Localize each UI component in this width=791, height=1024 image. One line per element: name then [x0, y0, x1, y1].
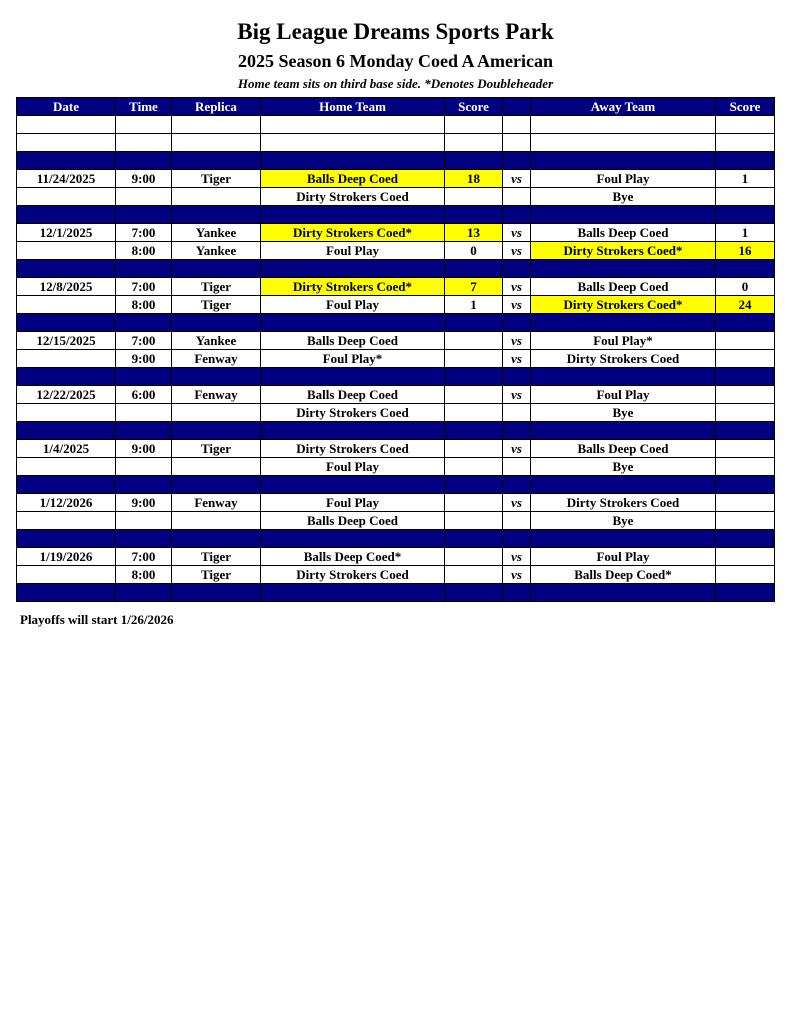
cell-time: 9:00: [116, 494, 172, 512]
cell-vs: vs: [503, 278, 531, 296]
empty-cell: [503, 116, 531, 134]
separator-cell: [116, 422, 172, 440]
empty-cell: [716, 116, 775, 134]
separator-cell: [531, 476, 716, 494]
separator-cell: [17, 530, 116, 548]
cell-vs: vs: [503, 242, 531, 260]
separator-cell: [503, 368, 531, 386]
separator-cell: [261, 206, 445, 224]
cell-home-team: Dirty Strokers Coed: [261, 188, 445, 206]
separator-row: [17, 152, 775, 170]
cell-home-score: [445, 494, 503, 512]
cell-replica: Tiger: [172, 296, 261, 314]
cell-home-team: Dirty Strokers Coed: [261, 440, 445, 458]
empty-cell: [531, 116, 716, 134]
empty-cell: [445, 134, 503, 152]
cell-home-team: Dirty Strokers Coed*: [261, 278, 445, 296]
empty-cell: [503, 134, 531, 152]
cell-replica: [172, 512, 261, 530]
cell-away-team: Bye: [531, 512, 716, 530]
cell-away-score: [716, 332, 775, 350]
separator-cell: [445, 530, 503, 548]
separator-cell: [261, 476, 445, 494]
col-header-home-score: Score: [445, 98, 503, 116]
game-row: [17, 512, 775, 530]
empty-cell: [172, 116, 261, 134]
separator-cell: [261, 314, 445, 332]
cell-home-score: [445, 548, 503, 566]
cell-away-team: Foul Play: [531, 170, 716, 188]
cell-home-team: Dirty Strokers Coed: [261, 566, 445, 584]
separator-cell: [261, 422, 445, 440]
cell-home-team: Balls Deep Coed*: [261, 548, 445, 566]
col-header-replica: Replica: [172, 98, 261, 116]
cell-time: 9:00: [116, 440, 172, 458]
separator-cell: [503, 314, 531, 332]
cell-home-team: Foul Play: [261, 494, 445, 512]
cell-vs: vs: [503, 440, 531, 458]
cell-date: 1/19/2026: [17, 548, 116, 566]
separator-cell: [531, 260, 716, 278]
cell-home-score: [445, 404, 503, 422]
cell-replica: Tiger: [172, 170, 261, 188]
cell-date: [17, 296, 116, 314]
col-header-home-team: Home Team: [261, 98, 445, 116]
cell-vs: [503, 404, 531, 422]
game-row: [17, 440, 775, 458]
empty-cell: [261, 116, 445, 134]
cell-away-team: Bye: [531, 458, 716, 476]
cell-away-team: Dirty Strokers Coed: [531, 350, 716, 368]
cell-replica: Tiger: [172, 278, 261, 296]
cell-away-score: [716, 188, 775, 206]
col-header-vs: [503, 98, 531, 116]
cell-away-score: [716, 350, 775, 368]
cell-replica: Fenway: [172, 494, 261, 512]
game-row: [17, 386, 775, 404]
cell-replica: Yankee: [172, 332, 261, 350]
separator-cell: [531, 584, 716, 602]
separator-cell: [261, 584, 445, 602]
cell-vs: [503, 188, 531, 206]
separator-cell: [531, 422, 716, 440]
separator-cell: [261, 368, 445, 386]
cell-replica: Yankee: [172, 224, 261, 242]
empty-cell: [116, 116, 172, 134]
separator-cell: [116, 368, 172, 386]
cell-replica: [172, 458, 261, 476]
separator-row: [17, 368, 775, 386]
separator-cell: [716, 314, 775, 332]
cell-home-team: Foul Play: [261, 242, 445, 260]
separator-cell: [445, 476, 503, 494]
separator-cell: [531, 206, 716, 224]
empty-cell: [261, 134, 445, 152]
cell-date: 11/24/2025: [17, 170, 116, 188]
separator-cell: [531, 368, 716, 386]
separator-cell: [445, 422, 503, 440]
cell-time: 7:00: [116, 332, 172, 350]
separator-cell: [17, 206, 116, 224]
cell-vs: vs: [503, 566, 531, 584]
cell-vs: vs: [503, 494, 531, 512]
separator-cell: [503, 584, 531, 602]
col-header-away-team: Away Team: [531, 98, 716, 116]
game-row: [17, 566, 775, 584]
cell-vs: vs: [503, 170, 531, 188]
cell-home-score: [445, 350, 503, 368]
separator-cell: [531, 314, 716, 332]
separator-cell: [116, 206, 172, 224]
cell-away-score: [716, 494, 775, 512]
cell-away-score: [716, 548, 775, 566]
cell-home-team: Balls Deep Coed: [261, 386, 445, 404]
cell-home-score: [445, 188, 503, 206]
empty-cell: [17, 134, 116, 152]
game-row: [17, 548, 775, 566]
separator-row: [17, 476, 775, 494]
cell-home-team: Dirty Strokers Coed*: [261, 224, 445, 242]
cell-home-score: [445, 512, 503, 530]
empty-cell: [716, 134, 775, 152]
separator-cell: [116, 260, 172, 278]
cell-away-team: Foul Play*: [531, 332, 716, 350]
cell-time: 8:00: [116, 566, 172, 584]
separator-row: [17, 206, 775, 224]
cell-time: 6:00: [116, 386, 172, 404]
separator-cell: [261, 260, 445, 278]
page-note: Home team sits on third base side. *Denotes Doubleheader: [237, 76, 554, 91]
game-row: [17, 170, 775, 188]
cell-date: 12/8/2025: [17, 278, 116, 296]
cell-time: 9:00: [116, 170, 172, 188]
separator-cell: [172, 530, 261, 548]
cell-time: 9:00: [116, 350, 172, 368]
cell-away-score: 1: [716, 170, 775, 188]
separator-cell: [172, 368, 261, 386]
separator-cell: [17, 260, 116, 278]
separator-cell: [716, 368, 775, 386]
separator-row: [17, 422, 775, 440]
separator-cell: [503, 422, 531, 440]
cell-home-team: Balls Deep Coed: [261, 170, 445, 188]
cell-away-team: Balls Deep Coed: [531, 278, 716, 296]
separator-cell: [716, 476, 775, 494]
separator-cell: [716, 152, 775, 170]
game-row: [17, 242, 775, 260]
cell-home-team: Foul Play*: [261, 350, 445, 368]
separator-cell: [172, 314, 261, 332]
separator-cell: [445, 260, 503, 278]
cell-vs: [503, 512, 531, 530]
cell-away-score: [716, 404, 775, 422]
game-row: [17, 404, 775, 422]
cell-home-score: [445, 386, 503, 404]
cell-vs: vs: [503, 548, 531, 566]
cell-vs: [503, 458, 531, 476]
blank-row: [17, 116, 775, 134]
game-row: [17, 332, 775, 350]
cell-date: 12/1/2025: [17, 224, 116, 242]
cell-away-team: Balls Deep Coed: [531, 440, 716, 458]
cell-home-score: 7: [445, 278, 503, 296]
header-row: [17, 98, 775, 116]
cell-replica: Fenway: [172, 386, 261, 404]
cell-home-score: [445, 440, 503, 458]
cell-away-team: Foul Play: [531, 386, 716, 404]
cell-home-team: Foul Play: [261, 296, 445, 314]
cell-time: [116, 188, 172, 206]
cell-vs: vs: [503, 350, 531, 368]
separator-cell: [531, 530, 716, 548]
page-title: Big League Dreams Sports Park: [237, 19, 554, 44]
cell-time: [116, 404, 172, 422]
separator-row: [17, 584, 775, 602]
cell-away-team: Dirty Strokers Coed*: [531, 296, 716, 314]
separator-cell: [116, 530, 172, 548]
separator-cell: [17, 368, 116, 386]
cell-home-score: 13: [445, 224, 503, 242]
game-row: [17, 494, 775, 512]
cell-vs: vs: [503, 224, 531, 242]
cell-replica: Tiger: [172, 440, 261, 458]
cell-replica: Yankee: [172, 242, 261, 260]
separator-row: [17, 260, 775, 278]
schedule-table: [16, 97, 775, 602]
game-row: [17, 458, 775, 476]
cell-replica: [172, 188, 261, 206]
separator-cell: [116, 476, 172, 494]
separator-cell: [503, 206, 531, 224]
separator-row: [17, 314, 775, 332]
cell-away-score: [716, 386, 775, 404]
cell-away-team: Bye: [531, 404, 716, 422]
page-subtitle: 2025 Season 6 Monday Coed A American: [237, 51, 554, 71]
empty-cell: [445, 116, 503, 134]
cell-away-score: 0: [716, 278, 775, 296]
empty-cell: [116, 134, 172, 152]
separator-cell: [172, 422, 261, 440]
separator-cell: [116, 584, 172, 602]
cell-away-score: [716, 440, 775, 458]
game-row: [17, 278, 775, 296]
cell-time: 8:00: [116, 242, 172, 260]
cell-home-score: [445, 332, 503, 350]
separator-cell: [503, 152, 531, 170]
separator-cell: [716, 530, 775, 548]
cell-home-score: 0: [445, 242, 503, 260]
blank-row: [17, 134, 775, 152]
separator-cell: [17, 476, 116, 494]
cell-time: 8:00: [116, 296, 172, 314]
cell-date: [17, 350, 116, 368]
cell-away-score: [716, 566, 775, 584]
cell-home-score: 18: [445, 170, 503, 188]
game-row: [17, 350, 775, 368]
cell-replica: Tiger: [172, 566, 261, 584]
cell-home-score: 1: [445, 296, 503, 314]
separator-cell: [531, 152, 716, 170]
cell-vs: vs: [503, 332, 531, 350]
cell-vs: vs: [503, 296, 531, 314]
game-row: [17, 188, 775, 206]
separator-row: [17, 530, 775, 548]
separator-cell: [172, 260, 261, 278]
cell-home-score: [445, 566, 503, 584]
cell-date: [17, 242, 116, 260]
separator-cell: [445, 152, 503, 170]
cell-time: 7:00: [116, 224, 172, 242]
separator-cell: [716, 206, 775, 224]
separator-cell: [116, 314, 172, 332]
separator-cell: [716, 584, 775, 602]
playoffs-note: Playoffs will start 1/26/2026: [20, 612, 174, 627]
cell-home-team: Balls Deep Coed: [261, 512, 445, 530]
col-header-away-score: Score: [716, 98, 775, 116]
cell-away-team: Foul Play: [531, 548, 716, 566]
separator-cell: [17, 422, 116, 440]
separator-cell: [445, 584, 503, 602]
cell-away-score: [716, 458, 775, 476]
separator-cell: [172, 152, 261, 170]
cell-home-team: Balls Deep Coed: [261, 332, 445, 350]
separator-cell: [503, 476, 531, 494]
cell-home-team: Foul Play: [261, 458, 445, 476]
col-header-time: Time: [116, 98, 172, 116]
cell-time: 7:00: [116, 548, 172, 566]
cell-away-score: 1: [716, 224, 775, 242]
separator-cell: [261, 152, 445, 170]
separator-cell: [503, 530, 531, 548]
separator-cell: [716, 422, 775, 440]
cell-away-team: Bye: [531, 188, 716, 206]
cell-away-score: 16: [716, 242, 775, 260]
cell-date: 1/12/2026: [17, 494, 116, 512]
cell-time: [116, 512, 172, 530]
separator-cell: [116, 152, 172, 170]
separator-cell: [17, 584, 116, 602]
cell-vs: vs: [503, 386, 531, 404]
cell-home-team: Dirty Strokers Coed: [261, 404, 445, 422]
cell-date: [17, 512, 116, 530]
empty-cell: [172, 134, 261, 152]
cell-date: [17, 404, 116, 422]
separator-cell: [716, 260, 775, 278]
cell-date: 12/22/2025: [17, 386, 116, 404]
col-header-date: Date: [17, 98, 116, 116]
cell-away-team: Balls Deep Coed: [531, 224, 716, 242]
separator-cell: [503, 260, 531, 278]
cell-away-score: 24: [716, 296, 775, 314]
cell-time: 7:00: [116, 278, 172, 296]
game-row: [17, 224, 775, 242]
cell-home-score: [445, 458, 503, 476]
cell-date: 1/4/2025: [17, 440, 116, 458]
separator-cell: [172, 206, 261, 224]
separator-cell: [172, 476, 261, 494]
game-row: [17, 296, 775, 314]
cell-away-team: Dirty Strokers Coed*: [531, 242, 716, 260]
empty-cell: [531, 134, 716, 152]
cell-replica: Tiger: [172, 548, 261, 566]
separator-cell: [17, 152, 116, 170]
cell-away-team: Balls Deep Coed*: [531, 566, 716, 584]
empty-cell: [17, 116, 116, 134]
cell-date: 12/15/2025: [17, 332, 116, 350]
cell-replica: Fenway: [172, 350, 261, 368]
separator-cell: [172, 584, 261, 602]
separator-cell: [445, 206, 503, 224]
cell-date: [17, 566, 116, 584]
cell-date: [17, 188, 116, 206]
cell-away-score: [716, 512, 775, 530]
separator-cell: [445, 368, 503, 386]
cell-replica: [172, 404, 261, 422]
cell-time: [116, 458, 172, 476]
separator-cell: [17, 314, 116, 332]
separator-cell: [445, 314, 503, 332]
separator-cell: [261, 530, 445, 548]
cell-date: [17, 458, 116, 476]
cell-away-team: Dirty Strokers Coed: [531, 494, 716, 512]
